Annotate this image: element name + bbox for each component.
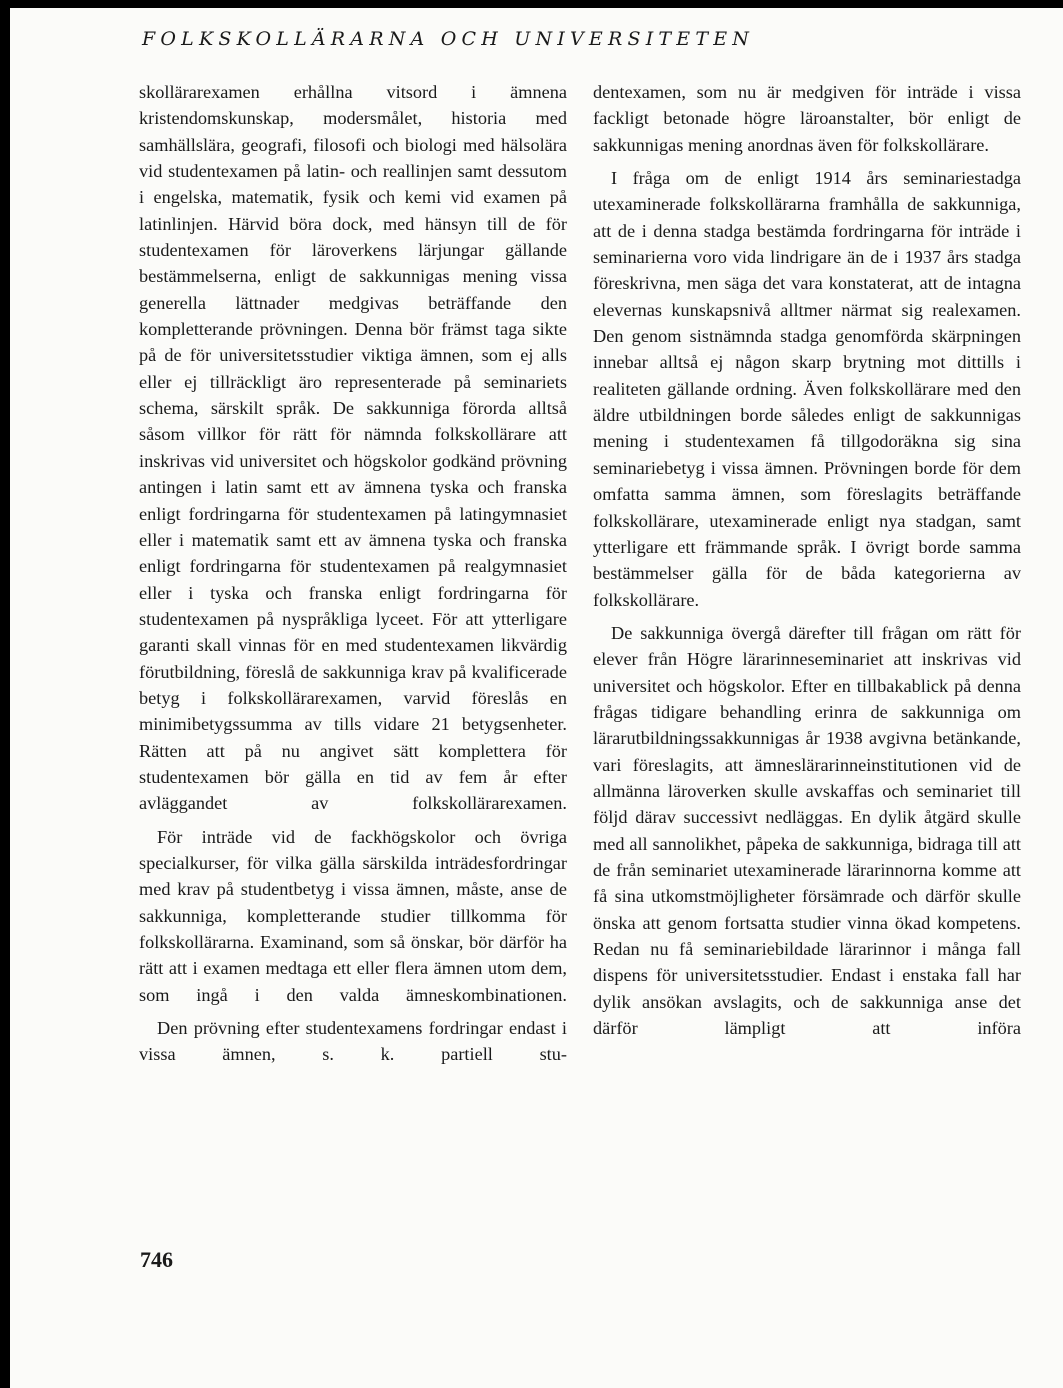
left-column [139, 79, 567, 1068]
right-paragraph-3: De sakkunniga övergå därefter till frågan om rätt för elever från Högre lärarinneseminariet att inskrivas vid universitet och högskolor. Efter en tillbakablick på denna frågas tidigare behandling erinra de sakkunniga om lärarutbildningssakkunnigas år 1938 avgivna betänkande, vari föreslagits, att ämneslärarinneinstitutionen vid de allmänna läroverken skulle avskaffas och seminariet till följd därav successivt nedläggas. En dylik åtgärd skulle med all sannolikhet, påpeka de sakkunniga, bidraga till att de från seminariet utexaminerade lärarinnorna komme att få sina utkomstmöjligheter försämrade och därför skulle önska att genom fortsatta studier vinna ökad kompetens. Redan nu få seminariebildade lärarinnor i många fall dispens för universitetsstudier. Endast i enstaka fall har dylik ansökan avslagits, och de sakkunniga anse det därför lämpligt att införa [593, 622, 1021, 1039]
scan-edge-left [0, 0, 10, 1388]
right-paragraph-2: I fråga om de enligt 1914 års seminariestadga utexaminerade folkskollärarna framhålla de sakkunniga, att de i denna stadga bestämda fordringarna för inträde i seminarierna voro vida lindrigare än de i 1937 års stadga föreskrivna, men säga det vara konstaterat, att de intagna elevernas kunskapsnivå alltmer närmat sig realexamen. Den genom sistnämnda stadga genomförda skärpningen innebar alltså ej någon skarp brytning mot dittills i realiteten gällande ordning. Även folkskollärare med den äldre utbildningen borde således enligt de sakkunnigas mening i studentexamen få tillgodoräkna sig sina seminariebetyg i vissa ämnen. Prövningen borde för dem omfatta samma ämnen, som föreslagits beträffande folkskollärare, utexaminerade enligt nya stadgan, samt ytterligare ett främmande språk. I övrigt borde samma bestämmelser gälla för de båda kategorierna av folkskollärare. [593, 168, 1021, 610]
right-column [593, 79, 1021, 1041]
left-paragraph-3: Den prövning efter studentexamens fordringar endast i vissa ämnen, s. k. partiell stu- [139, 1018, 567, 1065]
left-paragraph-1: skollärarexamen erhållna vitsord i ämnena kristendomskunskap, modersmålet, historia med samhällslära, geografi, filosofi och biologi med hälsolära vid studentexamen på latin- och reallinjen samt dessutom i engelska, matematik, fysik och kemi vid examen på latinlinjen. Härvid böra dock, med hänsyn till de för studentexamen för läroverkens lärjungar gällande bestämmelserna, enligt de sakkunnigas mening vissa generella lättnader medgivas beträffande den kompletterande prövningen. Denna bör främst taga sikte på de för universitetsstudier viktiga ämnen, som ej alls eller ej tillräckligt äro representerade på seminariets schema, särskilt språk. De sakkunniga förorda alltså såsom villkor för rätt för nämnda folkskollärare att inskrivas vid universitet och högskolor godkänd prövning antingen i latin samt ett av ämnena tyska och franska enligt fordringarna för studentexamen på latingymnasiet eller i matematik samt ett av ämnena tyska och franska enligt fordringarna för studentexamen på realgymnasiet eller i tyska och franska enligt fordringarna för studentexamen på nyspråkliga lyceet. För att ytterligare garanti skall vinnas för en med studentexamen likvärdig förutbildning, föreslå de sakkunniga krav på kvalificerade betyg i folkskollärarexamen, varvid föreslås en minimibetygssumma av tills vidare 21 betygsenheter. Rätten att på nu angivet sätt komplettera för studentexamen bör gälla en tid av fem år efter avläggandet av folkskollärarexamen. [139, 82, 567, 814]
running-head: FOLKSKOLLÄRARNA OCH UNIVERSITETEN [142, 28, 755, 50]
right-paragraph-1: dentexamen, som nu är medgiven för inträde i vissa fackligt betonade högre läroanstalter, bör enligt de sakkunnigas mening anordnas även för folkskollärare. [593, 82, 1021, 155]
left-paragraph-2: För inträde vid de fackhögskolor och övriga specialkurser, för vilka gälla särskilda inträdesfordringar med krav på studentbetyg i vissa ämnen, måste, anse de sakkunniga, kompletterande studier tillkomma för folkskollärarna. Examinand, som så önskar, bör därför ha rätt att i examen medtaga ett eller flera ämnen utom dem, som ingå i den valda ämneskombinationen. [139, 826, 567, 1005]
scan-edge-top [0, 0, 1063, 8]
page-number: 746 [140, 1247, 173, 1272]
